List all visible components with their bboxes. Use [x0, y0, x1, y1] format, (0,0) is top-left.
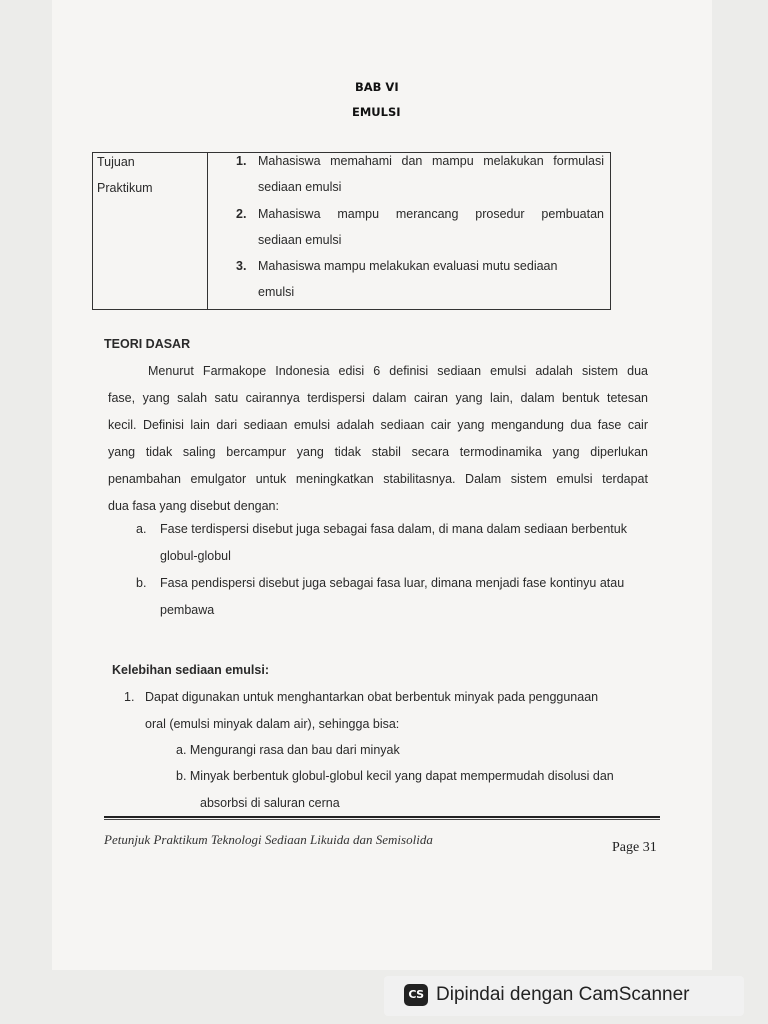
theory-line-6: dua fasa yang disebut dengan: — [108, 499, 279, 513]
goals-label-line1: Tujuan — [97, 155, 135, 169]
chapter-number: BAB VI — [355, 80, 399, 94]
goals-table — [92, 152, 611, 310]
goals-label-cell — [93, 153, 208, 310]
list-marker: a. — [136, 522, 147, 536]
footer-rule-thin — [104, 819, 660, 820]
list-text-line1: Fasa pendispersi disebut juga sebagai fasa luar, dimana menjadi fase kontinyu atau — [160, 576, 625, 590]
theory-line-5: penambahan emulgator untuk meningkatkan stabilitasnya. Dalam sistem emulsi terdapat — [108, 472, 648, 486]
goal-text-line1: Mahasiswa memahami dan mampu melakukan formulasi — [258, 154, 604, 168]
goal-text-line1: Mahasiswa mampu melakukan evaluasi mutu sediaan — [258, 259, 558, 273]
goal-text-line2: sediaan emulsi — [258, 180, 342, 194]
list-text-line2: globul-globul — [160, 549, 231, 563]
camscanner-text: Dipindai dengan CamScanner — [436, 984, 690, 1005]
goals-items-cell — [208, 153, 611, 310]
theory-line-2: fase, yang salah satu cairannya terdispersi dalam cairan yang lain, dalam bentuk tetesan — [108, 391, 648, 405]
list-text-line2: pembawa — [160, 603, 215, 617]
advantage-marker: 1. — [124, 690, 135, 704]
goal-text-line1: Mahasiswa mampu merancang prosedur pembuatan — [258, 207, 604, 221]
list-marker: b. — [136, 576, 147, 590]
advantage-sub-b-line1: b. Minyak berbentuk globul-globul kecil yang dapat mempermudah disolusi dan — [176, 769, 614, 783]
footer-rule — [104, 816, 660, 818]
camscanner-logo-icon: CS — [404, 984, 428, 1006]
theory-line-3: kecil. Definisi lain dari sediaan emulsi adalah sediaan cair yang mengandung dua fase cair — [108, 418, 648, 432]
advantage-text-line2: oral (emulsi minyak dalam air), sehingga bisa: — [145, 717, 400, 731]
footer-title: Petunjuk Praktikum Teknologi Sediaan Likuida dan Semisolida — [104, 832, 433, 847]
goal-text-line2: sediaan emulsi — [258, 233, 342, 247]
goal-text-line2: emulsi — [258, 285, 295, 299]
theory-line-4: yang tidak saling bercampur yang tidak stabil secara termodinamika yang diperlukan — [108, 445, 648, 459]
advantage-sub-b-line2: absorbsi di saluran cerna — [200, 796, 340, 810]
chapter-title: EMULSI — [352, 105, 401, 119]
list-text-line1: Fase terdispersi disebut juga sebagai fasa dalam, di mana dalam sediaan berbentuk — [160, 522, 627, 536]
goal-number: 2. — [236, 207, 247, 221]
page-number: Page 31 — [612, 840, 657, 855]
theory-heading: TEORI DASAR — [104, 337, 191, 351]
goal-number: 1. — [236, 154, 247, 168]
goals-label-line2: Praktikum — [97, 181, 153, 195]
camscanner-watermark — [384, 976, 744, 1016]
advantages-heading: Kelebihan sediaan emulsi: — [112, 663, 269, 677]
goal-number: 3. — [236, 259, 247, 273]
advantage-text-line1: Dapat digunakan untuk menghantarkan obat berbentuk minyak pada penggunaan — [145, 690, 599, 704]
advantage-sub-a: a. Mengurangi rasa dan bau dari minyak — [176, 743, 400, 757]
theory-line-1: Menurut Farmakope Indonesia edisi 6 definisi sediaan emulsi adalah sistem dua — [148, 364, 648, 378]
